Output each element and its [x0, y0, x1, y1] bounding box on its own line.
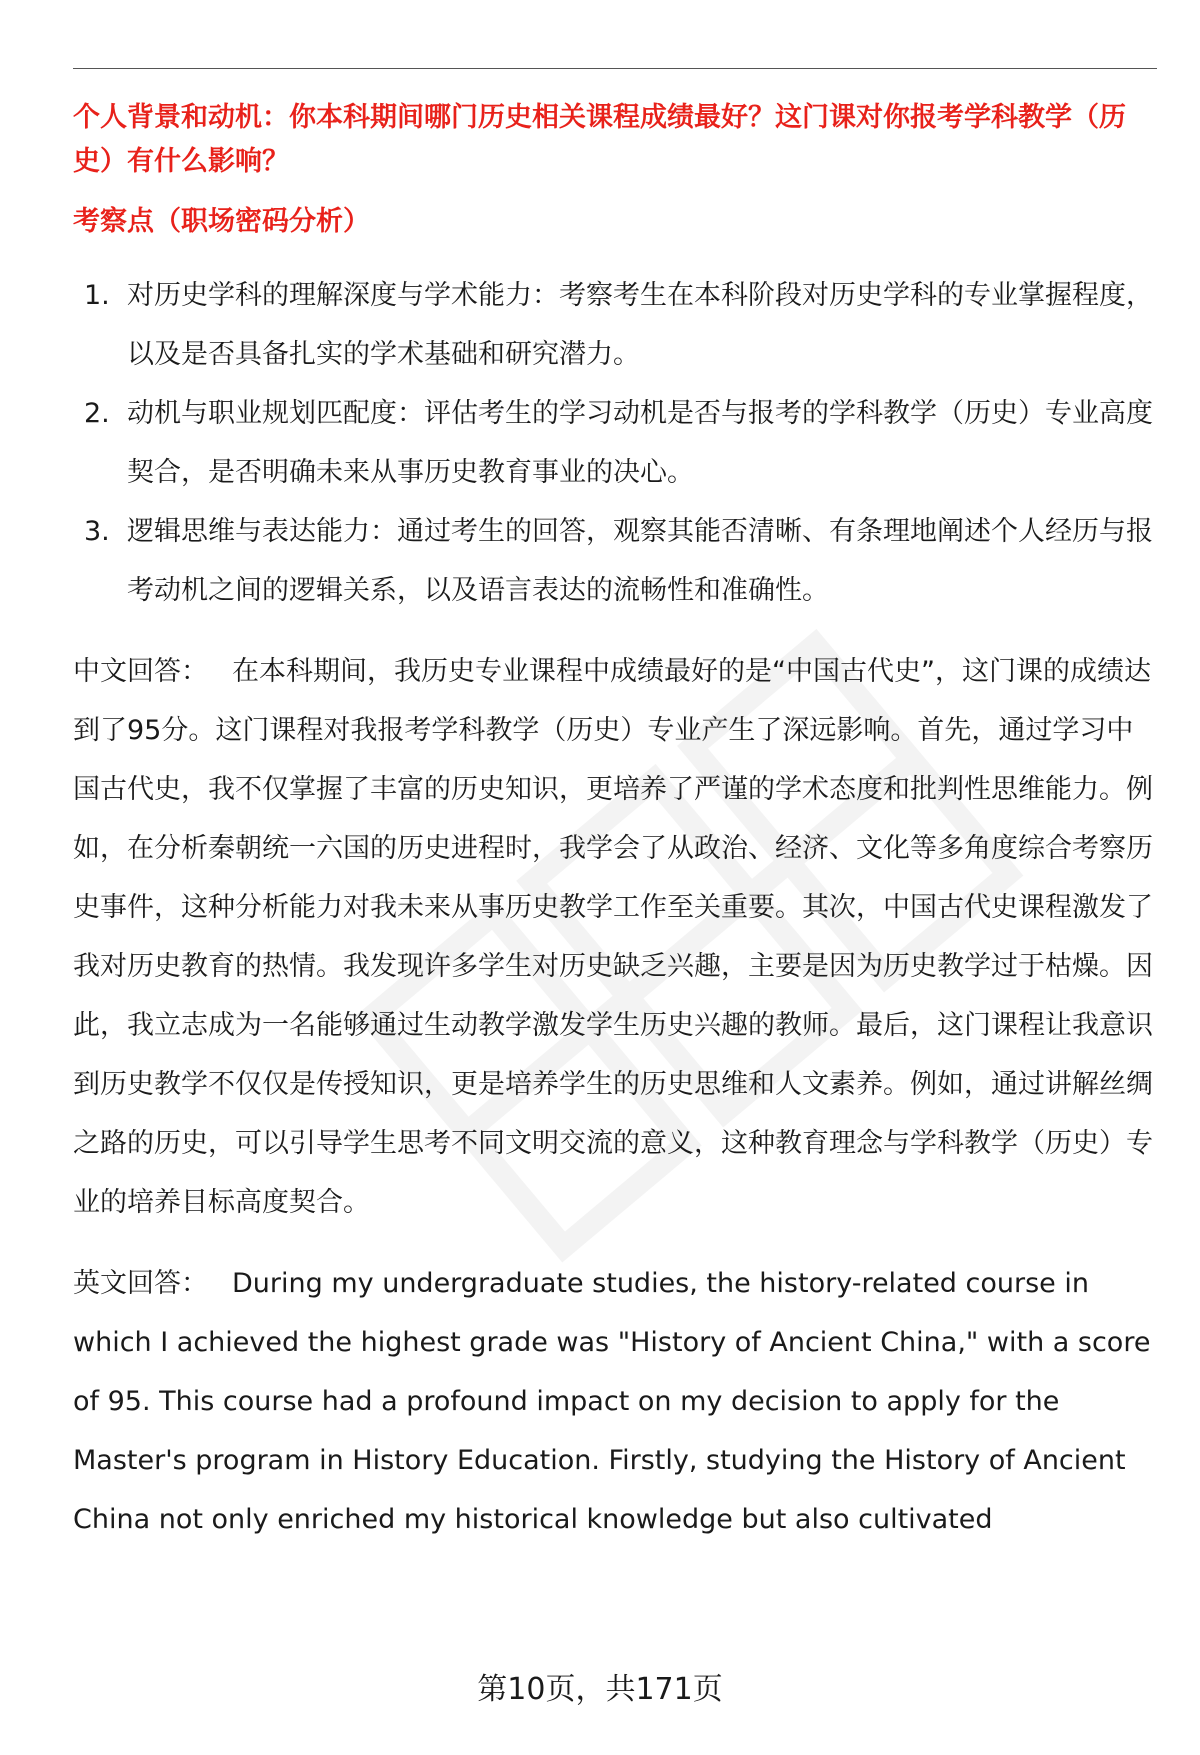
list-item	[73, 502, 1157, 620]
top-rule	[73, 68, 1157, 69]
list-item-number: 1.	[84, 280, 110, 311]
list-item-number: 2.	[84, 398, 110, 429]
english-answer	[73, 1254, 1157, 1549]
list-item-number: 3.	[84, 516, 110, 547]
list-item-text: 动机与职业规划匹配度：评估考生的学习动机是否与报考的学科教学（历史）专业高度契合，是否明确未来从事历史教育事业的决心。	[127, 398, 1153, 488]
list-item	[73, 384, 1157, 502]
english-answer-label: 英文回答：	[73, 1268, 208, 1299]
question-heading: 个人背景和动机：你本科期间哪门历史相关课程成绩最好？这门课对你报考学科教学（历史）有什么影响？	[73, 102, 1126, 177]
chinese-answer-label: 中文回答：	[73, 656, 208, 687]
list-item-text: 对历史学科的理解深度与学术能力：考察考生在本科阶段对历史学科的专业掌握程度，以及是否具备扎实的学术基础和研究潜力。	[127, 280, 1153, 370]
english-answer-text: During my undergraduate studies, the history-related course in which I achieved the highest grade was "History of Ancient China," with a score of 95. This course had a profound impact on my decision to apply for the Master's program in History Education. Firstly, studying the History of Ancient China not only enriched my historical knowledge but also cultivated	[73, 1268, 1151, 1535]
section-title: 考察点（职场密码分析）	[73, 206, 370, 237]
list-item-text: 逻辑思维与表达能力：通过考生的回答，观察其能否清晰、有条理地阐述个人经历与报考动机之间的逻辑关系，以及语言表达的流畅性和准确性。	[127, 516, 1153, 606]
chinese-answer	[73, 642, 1157, 1232]
page-content	[73, 96, 1157, 1549]
page-footer: 第10页，共171页	[477, 1672, 723, 1707]
points-list	[73, 266, 1157, 620]
list-item	[73, 266, 1157, 384]
chinese-answer-text: 在本科期间，我历史专业课程中成绩最好的是“中国古代史”，这门课的成绩达到了95分。这门课程对我报考学科教学（历史）专业产生了深远影响。首先，通过学习中国古代史，我不仅掌握了丰富的历史知识，更培养了严谨的学术态度和批判性思维能力。例如，在分析秦朝统一六国的历史进程时，我学会了从政治、经济、文化等多角度综合考察历史事件，这种分析能力对我未来从事历史教学工作至关重要。其次，中国古代史课程激发了我对历史教育的热情。我发现许多学生对历史缺乏兴趣，主要是因为历史教学过于枯燥。因此，我立志成为一名能够通过生动教学激发学生历史兴趣的教师。最后，这门课程让我意识到历史教学不仅仅是传授知识，更是培养学生的历史思维和人文素养。例如，通过讲解丝绸之路的历史，可以引导学生思考不同文明交流的意义，这种教育理念与学科教学（历史）专业的培养目标高度契合。	[73, 656, 1153, 1218]
